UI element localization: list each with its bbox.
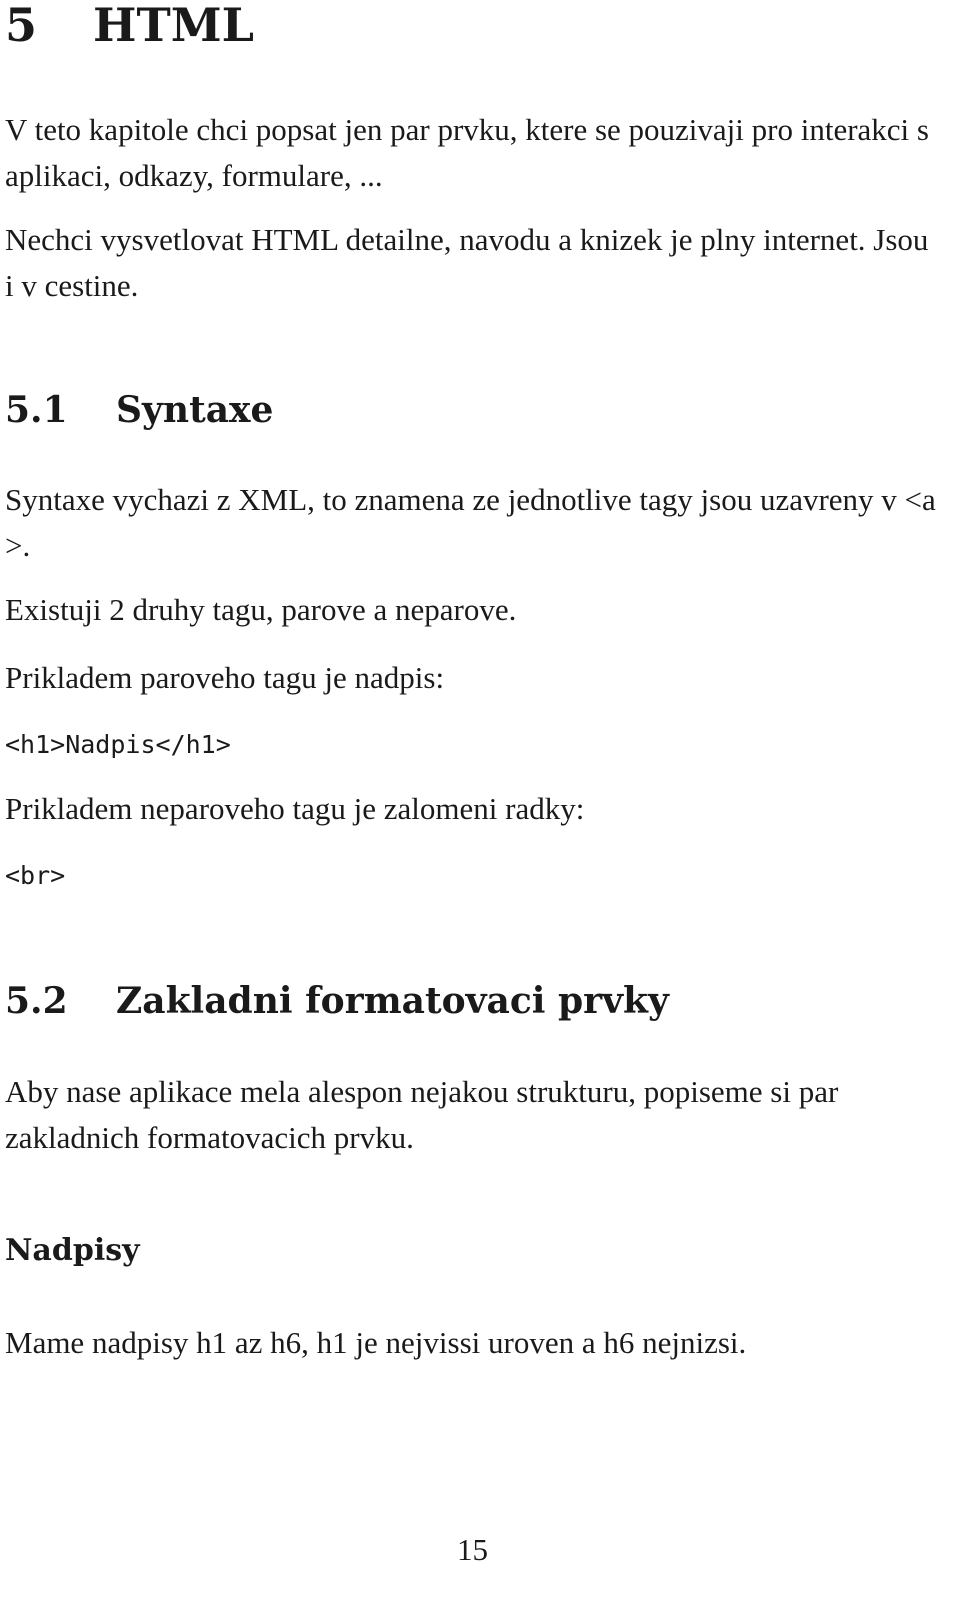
section-number: 5.1 — [5, 389, 68, 431]
section-number: 5.2 — [5, 980, 68, 1022]
section-title: Zakladni formatovaci prvky — [116, 980, 669, 1022]
section-title: Syntaxe — [116, 389, 274, 431]
chapter-title: HTML — [93, 0, 254, 52]
page-number: 15 — [457, 1532, 488, 1567]
syntaxe-paragraph-1: Syntaxe vychazi z XML, to znamena ze jednotlive tagy jsou uzavreny v <a >. — [5, 482, 936, 563]
syntaxe-paragraph-4: Prikladem neparoveho tagu je zalomeni radky: — [5, 791, 585, 826]
intro-paragraph-1: V teto kapitole chci popsat jen par prvku, ktere se pouzivaji pro interakci s aplikaci, odkazy, formulare, ... — [5, 112, 929, 193]
document-page — [5, 0, 940, 1608]
nadpisy-paragraph-1: Mame nadpisy h1 az h6, h1 je nejvissi uroven a h6 nejnizsi. — [5, 1325, 747, 1360]
code-example-paired-tag: <h1>Nadpis</h1> — [5, 730, 231, 759]
chapter-number: 5 — [5, 0, 38, 52]
code-example-unpaired-tag: <br> — [5, 861, 66, 890]
subsection-heading-nadpisy: Nadpisy — [5, 1233, 140, 1268]
section-heading-syntaxe — [5, 390, 273, 430]
syntaxe-paragraph-2: Existuji 2 druhy tagu, parove a neparove. — [5, 592, 517, 627]
syntaxe-paragraph-3: Prikladem paroveho tagu je nadpis: — [5, 660, 445, 695]
chapter-heading — [5, 0, 254, 50]
intro-paragraph-2: Nechci vysvetlovat HTML detailne, navodu a knizek je plny internet. Jsou i v cestine. — [5, 222, 929, 303]
formatting-paragraph-1: Aby nase aplikace mela alespon nejakou strukturu, popiseme si par zakladnich formatovacich prvku. — [5, 1074, 839, 1155]
section-heading-formatting — [5, 981, 669, 1021]
